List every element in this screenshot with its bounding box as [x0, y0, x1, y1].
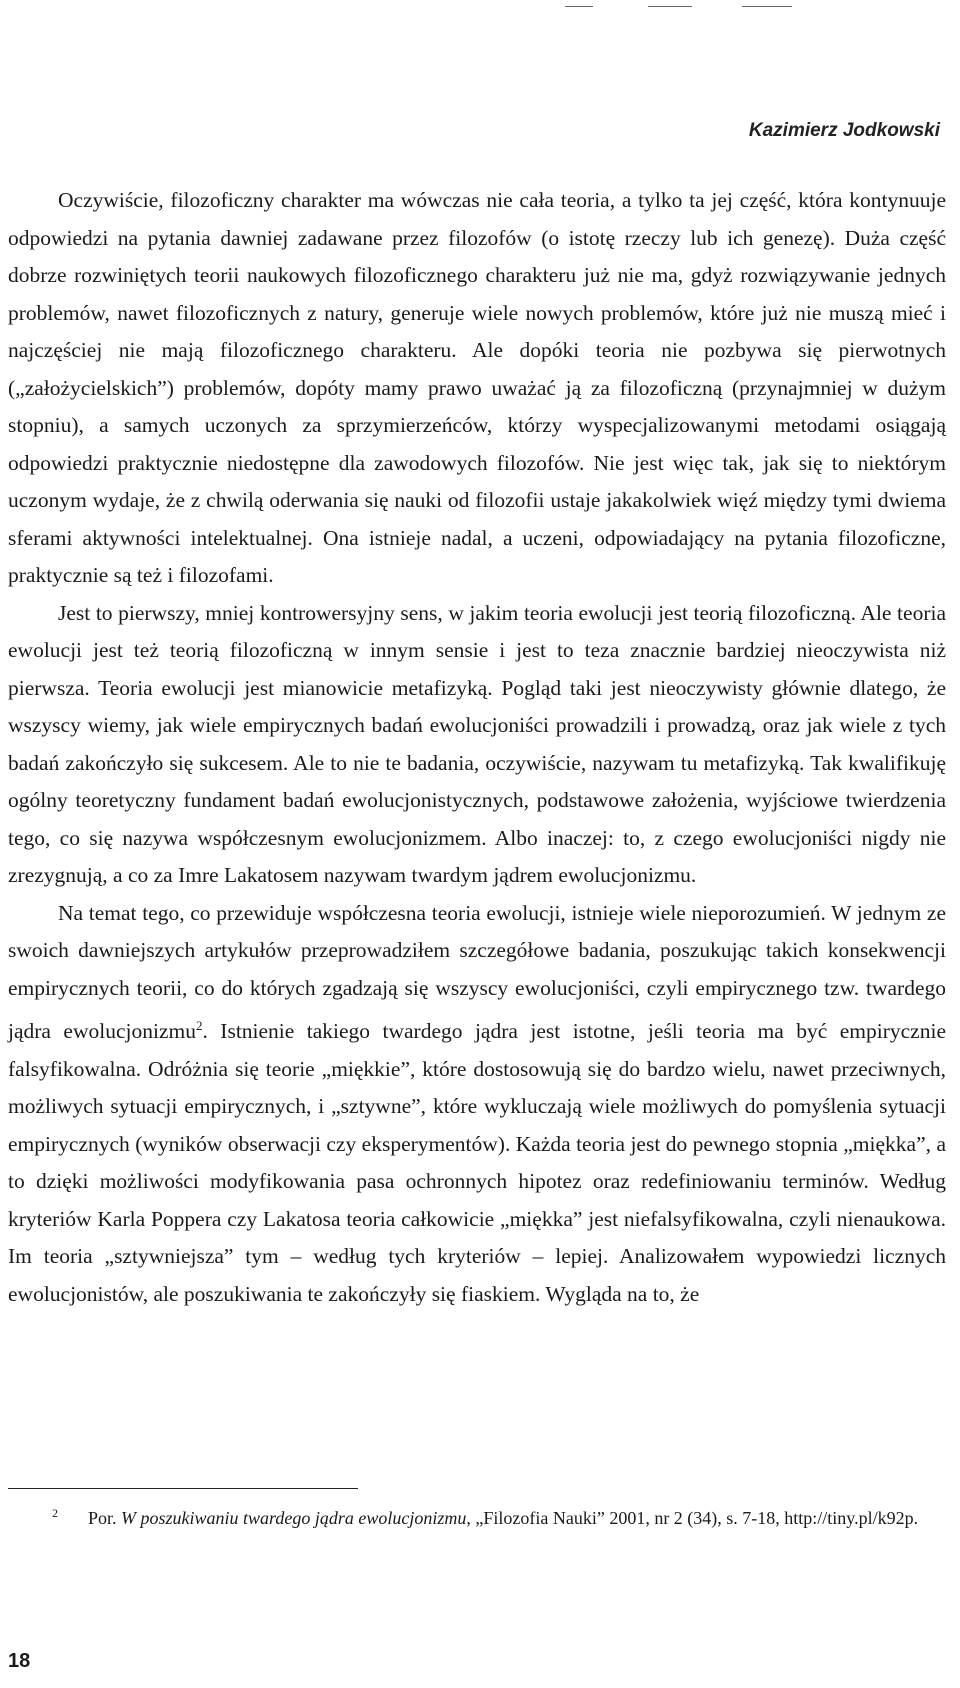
footnote-citation: , „Filozofia Nauki” 2001, nr 2 (34), s. 7-18, http://tiny.pl/k92p. [466, 1508, 919, 1528]
paragraph-3-text-a: Na temat tego, co przewiduje współczesna teoria ewolucji, istnieje wiele nieporozumień. W jednym ze swoich dawniejszych artykułów przeprowadziłem szczegółowe badania, poszukując takich konsekwencji empirycznych teorii, co do których zgadzają się wszyscy ewolucjoniści, czyli empirycznego tzw. twardego jądra ewolucjonizmu [8, 900, 946, 1044]
paragraph-3-text-b: . Istnienie takiego twardego jądra jest istotne, jeśli teoria ma być empirycznie falsyfikowalna. Odróżnia się teorie „miękkie”, które dostosowują się do bardzo wielu, nawet przeciwnych, możliwych sytuacji empirycznych, i „sztywne”, które wykluczają wiele możliwych do pomyślenia sytuacji empirycznych (wyników obserwacji czy eksperymentów). Każda teoria jest do pewnego stopnia „miękka”, a to dzięki możliwości modyfikowania pasa ochronnych hipotez oraz redefiniowaniu terminów. Według kryteriów Karla Poppera czy Lakatosa teoria całkowicie „miękka” jest niefalsyfikowalna, czyli nienaukowa. Im teoria „sztywniejsza” tym – według tych kryteriów – lepiej. Analizowałem wypowiedzi licznych ewolucjonistów, ale poszukiwania te zakończyły się fiaskiem. Wygląda na to, że [8, 1019, 946, 1306]
running-header-author: Kazimierz Jodkowski [748, 120, 940, 141]
footnote-title: W poszukiwaniu twardego jądra ewolucjonizmu [121, 1508, 467, 1528]
paragraph-1: Oczywiście, filozoficzny charakter ma wówczas nie cała teoria, a tylko ta jej część, która kontynuuje odpowiedzi na pytania dawniej zadawane przez filozofów (o istotę rzeczy lub ich genezę). Duża część dobrze rozwiniętych teorii naukowych filozoficznego charakteru już nie ma, gdyż rozwiązywanie jednych problemów, nawet filozoficznych z natury, generuje wiele nowych problemów, które już nie muszą mieć i najczęściej nie mają filozoficznego charakteru. Ale dopóki teoria nie pozbywa się pierwotnych („założycielskich”) problemów, dopóty mamy prawo uważać ją za filozoficzną (przynajmniej w dużym stopniu), a samych uczonych za sprzymierzeńców, którzy wyspecjalizowanymi metodami osiągają odpowiedzi praktycznie niedostępne dla zawodowych filozofów. Nie jest więc tak, jak się to niektórym uczonym wydaje, że z chwilą oderwania się nauki od filozofii ustaje jakakolwiek więź między tymi dwiema sferami aktywności intelektualnej. Ona istnieje nadal, a uczeni, odpowiadający na pytania filozoficzne, praktycznie są też i filozofami. [8, 188, 946, 587]
page-number: 18 [8, 1650, 31, 1672]
body-text [8, 182, 946, 1313]
top-rule-2 [648, 6, 692, 7]
footnote-prefix: Por. [88, 1508, 122, 1528]
top-rule-1 [565, 6, 593, 7]
paragraph-3 [8, 895, 946, 1314]
footnote-number: 2 [52, 1506, 58, 1520]
footnote [8, 1500, 946, 1532]
footnote-reference[interactable]: 2 [195, 1018, 203, 1033]
paragraph-2: Jest to pierwszy, mniej kontrowersyjny sens, w jakim teoria ewolucji jest teorią filozoficzną. Ale teoria ewolucji jest też teorią filozoficzną w innym sensie i jest to teza znacznie bardziej nieoczywista niż pierwsza. Teoria ewolucji jest mianowicie metafizyką. Pogląd taki jest nieoczywisty głównie dlatego, że wszyscy wiemy, jak wiele empirycznych badań ewolucjoniści prowadzili i prowadzą, oraz jak wiele z tych badań zakończyło się sukcesem. Ale to nie te badania, oczywiście, nazywam tu metafizyką. Tak kwalifikuję ogólny teoretyczny fundament badań ewolucjonistycznych, podstawowe założenia, wyjściowe twierdzenia tego, co się nazywa współczesnym ewolucjonizmem. Albo inaczej: to, z czego ewolucjoniści nigdy nie zrezygnują, a co za Imre Lakatosem nazywam twardym jądrem ewolucjonizmu. [8, 600, 946, 887]
top-rule-3 [742, 6, 792, 7]
footnote-separator [8, 1488, 358, 1489]
